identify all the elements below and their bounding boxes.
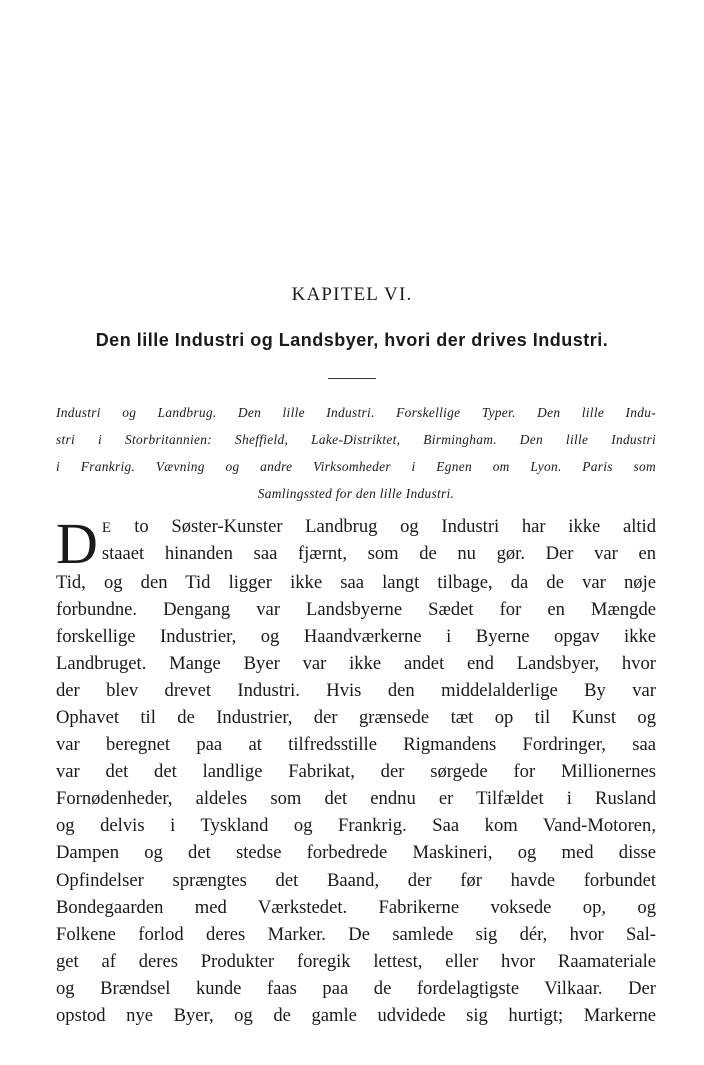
- summary-line: stri i Storbritannien: Sheffield, Lake-Distriktet, Birmingham. Den lille Industri: [56, 432, 656, 448]
- body-line: Landbruget. Mange Byer var ikke andet end Landsbyer, hvor: [56, 653, 656, 675]
- body-line-first: [102, 513, 656, 540]
- body-line: var det det landlige Fabrikat, der sørgede for Millionernes: [56, 761, 656, 783]
- summary-line: Industri og Landbrug. Den lille Industri. Forskellige Typer. Den lille Indu-: [56, 405, 656, 420]
- body-line: Opfindelser sprængtes det Baand, der før havde forbundet: [56, 869, 656, 891]
- body-line: staaet hinanden saa fjærnt, som de nu gør. Der var en: [101, 543, 656, 565]
- body-line: get af deres Produkter foregik lettest, eller hvor Raamateriale: [56, 950, 656, 972]
- section-divider: [328, 378, 376, 379]
- chapter-summary: [56, 403, 656, 511]
- body-line: Fornødenheder, aldeles som det endnu er Tilfældet i Rusland: [56, 788, 656, 810]
- body-line: der blev drevet Industri. Hvis den middelalderlige By var: [56, 680, 656, 702]
- body-line: Ophavet til de Industrier, der grænsede tæt op til Kunst og: [56, 707, 656, 729]
- body-line-first-text: to Søster-Kunster Landbrug og Industri har ikke altid: [134, 516, 656, 537]
- small-caps-letter: E: [101, 520, 112, 536]
- body-line: Bondegaarden med Værkstedet. Fabrikerne voksede op, og: [56, 896, 656, 918]
- body-line: opstod nye Byer, og de gamle udvidede sig hurtigt; Markerne: [56, 1004, 656, 1026]
- summary-line-last: Samlingssted for den lille Industri.: [257, 486, 455, 502]
- body-line: forbundne. Dengang var Landsbyerne Sædet for en Mængde: [56, 599, 656, 621]
- chapter-title: Den lille Industri og Landsbyer, hvori der drives Industri.: [95, 330, 609, 350]
- body-line: og delvis i Tyskland og Frankrig. Saa kom Vand-Motoren,: [56, 815, 656, 837]
- body-paragraph: [56, 513, 656, 1029]
- body-line: Folkene forlod deres Marker. De samlede sig dér, hvor Sal-: [56, 923, 656, 945]
- body-line: Dampen og det stedse forbedrede Maskineri, og med disse: [56, 842, 656, 864]
- drop-cap: D: [56, 511, 98, 576]
- summary-line: i Frankrig. Vævning og andre Virksomheder i Egnen om Lyon. Paris som: [56, 459, 656, 475]
- body-line: Tid, og den Tid ligger ikke saa langt tilbage, da de var nøje: [56, 572, 656, 593]
- chapter-heading: KAPITEL VI.: [291, 284, 413, 305]
- body-line: og Brændsel kunde faas paa de fordelagtigste Vilkaar. Der: [56, 977, 656, 999]
- body-line: forskellige Industrier, og Haandværkerne i Byerne opgav ikke: [56, 626, 656, 648]
- body-line: var beregnet paa at tilfredsstille Rigmandens Fordringer, saa: [56, 734, 656, 756]
